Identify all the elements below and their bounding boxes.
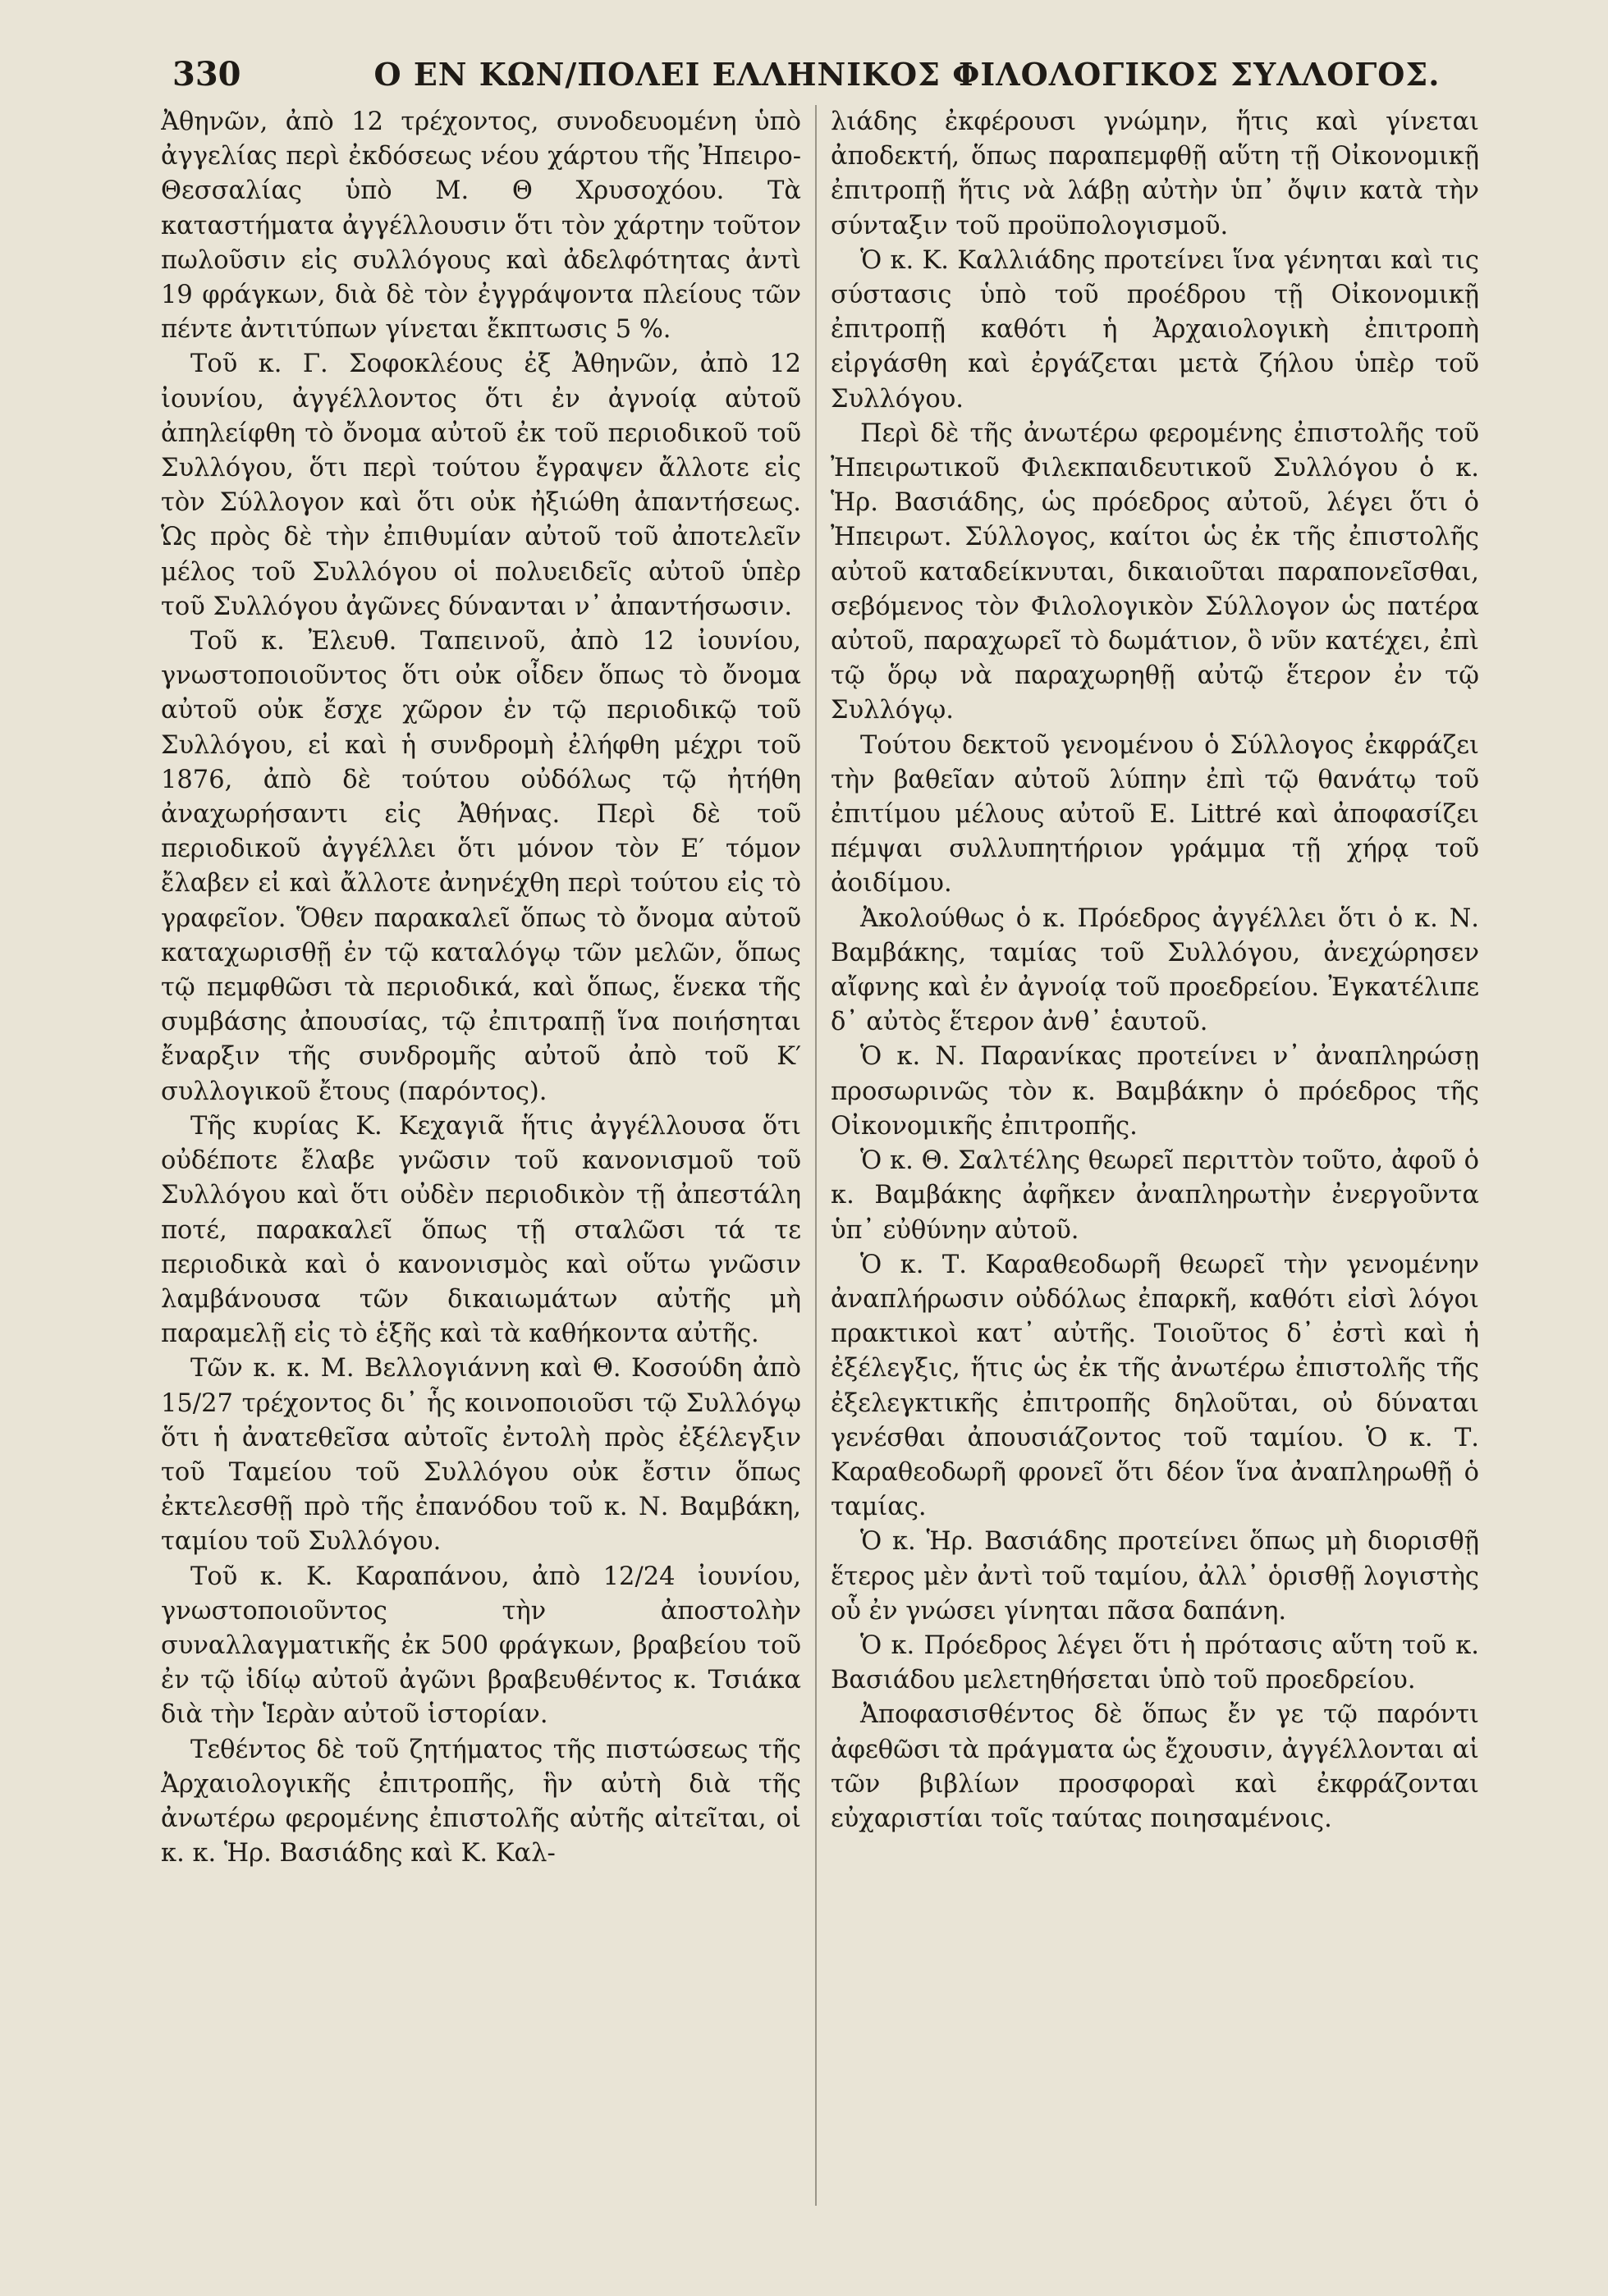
page-number: 330 xyxy=(172,54,241,94)
running-title: Ο ΕΝ ΚΩΝ/ΠΟΛΕΙ ΕΛΛΗΝΙΚΟΣ ΦΙΛΟΛΟΓΙΚΟΣ ΣΥΛΛΟΓΟΣ. xyxy=(373,55,1441,93)
right-paragraph-10: Ὁ κ. Πρόεδρος λέγει ὅτι ἡ πρότασις αὕτη τοῦ κ. Βασιάδου μελετηθήσεται ὑπὸ τοῦ προεδρείου. xyxy=(831,1631,1479,1695)
left-paragraph-7: Τεθέντος δὲ τοῦ ζητήματος τῆς πιστώσεως τῆς Ἀρχαιολογικῆς ἐπιτροπῆς, ἣν αὐτὴ διὰ τῆς ἀνωτέρω φερομένης ἐπιστολῆς αὐτῆς αἰτεῖται, οἱ κ. κ. Ἡρ. Βασιάδης καὶ Κ. Καλ- xyxy=(161,1735,801,1868)
right-paragraph-5: Ἀκολούθως ὁ κ. Πρόεδρος ἀγγέλλει ὅτι ὁ κ. Ν. Βαμβάκης, ταμίας τοῦ Συλλόγου, ἀνεχώρησεν αἴφνης καὶ ἐν ἀγνοίᾳ τοῦ προεδρείου. Ἐγκατέλιπε δ᾽ αὐτὸς ἕτερον ἀνθ᾽ ἑαυτοῦ. xyxy=(831,903,1479,1037)
right-paragraph-4: Τούτου δεκτοῦ γενομένου ὁ Σύλλογος ἐκφράζει τὴν βαθεῖαν αὐτοῦ λύπην ἐπὶ τῷ θανάτῳ τοῦ ἐπιτίμου μέλους αὐτοῦ E. Littré καὶ ἀποφασίζει πέμψαι συλλυπητήριον γράμμα τῇ χήρᾳ τοῦ ἀοιδίμου. xyxy=(831,730,1479,899)
left-paragraph-1: Ἀθηνῶν, ἀπὸ 12 τρέχοντος, συνοδευομένη ὑπὸ ἀγγελίας περὶ ἐκδόσεως νέου χάρτου τῆς Ἠπειρο-Θεσσαλίας ὑπὸ Μ. Θ Χρυσοχόου. Τὰ καταστήματα ἀγγέλλουσιν ὅτι τὸν χάρτην τοῦτον πωλοῦσιν εἰς συλλόγους καὶ ἀδελφότητας ἀντὶ 19 φράγκων, διὰ δὲ τὸν ἐγγράψοντα πλείους τῶν πέντε ἀντιτύπων γίνεται ἔκπτωσις 5 %. xyxy=(161,107,801,345)
right-paragraph-1: λιάδης ἐκφέρουσι γνώμην, ἥτις καὶ γίνεται ἀποδεκτή, ὅπως παραπεμφθῇ αὕτη τῇ Οἰκονομικῇ ἐπιτροπῇ ἥτις νὰ λάβῃ αὐτὴν ὑπ᾽ ὄψιν κατὰ τὴν σύνταξιν τοῦ προϋπολογισμοῦ. xyxy=(831,107,1479,240)
left-paragraph-4: Τῆς κυρίας Κ. Κεχαγιᾶ ἥτις ἀγγέλλουσα ὅτι οὐδέποτε ἔλαβε γνῶσιν τοῦ κανονισμοῦ τοῦ Συλλόγου καὶ ὅτι οὐδὲν περιοδικὸν τῇ ἀπεστάλη ποτέ, παρακαλεῖ ὅπως τῇ σταλῶσι τά τε περιοδικὰ καὶ ὁ κανονισμὸς καὶ οὕτω γνῶσιν λαμβάνουσα τῶν δικαιωμάτων αὐτῆς μὴ παραμελῇ εἰς τὸ ἑξῆς καὶ τὰ καθήκοντα αὐτῆς. xyxy=(161,1111,801,1349)
right-paragraph-6: Ὁ κ. Ν. Παρανίκας προτείνει ν᾽ ἀναπληρώσῃ προσωρινῶς τὸν κ. Βαμβάκην ὁ πρόεδρος τῆς Οἰκονομικῆς ἐπιτροπῆς. xyxy=(831,1042,1479,1141)
column-divider xyxy=(815,105,817,2206)
left-paragraph-6: Τοῦ κ. Κ. Καραπάνου, ἀπὸ 12/24 ἰουνίου, γνωστοποιοῦντος τὴν ἀποστολὴν συναλλαγματικῆς ἐκ 500 φράγκων, βραβείου τοῦ ἐν τῷ ἰδίῳ αὐτοῦ ἀγῶνι βραβευθέντος κ. Τσιάκα διὰ τὴν Ἱερὰν αὐτοῦ ἱστορίαν. xyxy=(161,1562,801,1730)
right-paragraph-2: Ὁ κ. Κ. Καλλιάδης προτείνει ἵνα γένηται καὶ τις σύστασις ὑπὸ τοῦ προέδρου τῇ Οἰκονομικῇ ἐπιτροπῇ καθότι ἡ Ἀρχαιολογικὴ ἐπιτροπὴ εἰργάσθη καὶ ἐργάζεται μετὰ ζήλου ὑπὲρ τοῦ Συλλόγου. xyxy=(831,245,1479,414)
page-header xyxy=(172,49,1519,98)
left-column xyxy=(161,105,801,2280)
left-paragraph-2: Τοῦ κ. Γ. Σοφοκλέους ἐξ Ἀθηνῶν, ἀπὸ 12 ἰουνίου, ἀγγέλλοντος ὅτι ἐν ἀγνοίᾳ αὐτοῦ ἀπηλείφθη τὸ ὄνομα αὐτοῦ ἐκ τοῦ περιοδικοῦ τοῦ Συλλόγου, ὅτι περὶ τούτου ἔγραψεν ἄλλοτε εἰς τὸν Σύλλογον καὶ ὅτι οὐκ ἠξιώθη ἀπαντήσεως. Ὡς πρὸς δὲ τὴν ἐπιθυμίαν αὐτοῦ τοῦ ἀποτελεῖν μέλος τοῦ Συλλόγου οἱ πολυειδεῖς αὐτοῦ ὑπὲρ τοῦ Συλλόγου ἀγῶνες δύνανται ν᾽ ἀπαντήσωσιν. xyxy=(161,350,801,621)
right-paragraph-3: Περὶ δὲ τῆς ἀνωτέρω φερομένης ἐπιστολῆς τοῦ Ἠπειρωτικοῦ Φιλεκπαιδευτικοῦ Συλλόγου ὁ κ. Ἡρ. Βασιάδης, ὡς πρόεδρος αὐτοῦ, λέγει ὅτι ὁ Ἠπειρωτ. Σύλλογος, καίτοι ὡς ἐκ τῆς ἐπιστολῆς αὐτοῦ καταδείκνυται, δικαιοῦται παραπονεῖσθαι, σεβόμενος τὸν Φιλολογικὸν Σύλλογον ὡς πατέρα αὐτοῦ, παραχωρεῖ τὸ δωμάτιον, ὃ νῦν κατέχει, ἐπὶ τῷ ὅρῳ νὰ παραχωρηθῇ αὐτῷ ἕτερον ἐν τῷ Συλλόγῳ. xyxy=(831,418,1479,725)
right-paragraph-7: Ὁ κ. Θ. Σαλτέλης θεωρεῖ περιττὸν τοῦτο, ἀφοῦ ὁ κ. Βαμβάκης ἀφῆκεν ἀναπληρωτὴν ἐνεργοῦντα ὑπ᾽ εὐθύνην αὐτοῦ. xyxy=(831,1146,1479,1245)
right-paragraph-8: Ὁ κ. Τ. Καραθεοδωρῆ θεωρεῖ τὴν γενομένην ἀναπλήρωσιν οὐδόλως ἐπαρκῆ, καθότι εἰσὶ λόγοι πρακτικοὶ κατ᾽ αὐτῆς. Τοιοῦτος δ᾽ ἐστὶ καὶ ἡ ἐξέλεγξις, ἥτις ὡς ἐκ τῆς ἀνωτέρω ἐπιστολῆς τῆς ἐξελεγκτικῆς ἐπιτροπῆς δηλοῦται, οὐ δύναται γενέσθαι ἀπουσιάζοντος τοῦ ταμίου. Ὁ κ. Τ. Καραθεοδωρῆ φρονεῖ ὅτι δέον ἵνα ἀναπληρωθῇ ὁ ταμίας. xyxy=(831,1250,1479,1522)
left-paragraph-3: Τοῦ κ. Ἐλευθ. Ταπεινοῦ, ἀπὸ 12 ἰουνίου, γνωστοποιοῦντος ὅτι οὐκ οἶδεν ὅπως τὸ ὄνομα αὐτοῦ οὐκ ἔσχε χῶρον ἐν τῷ περιοδικῷ τοῦ Συλλόγου, εἰ καὶ ἡ συνδρομὴ ἐλήφθη μέχρι τοῦ 1876, ἀπὸ δὲ τούτου οὐδόλως τῷ ἠτήθη ἀναχωρήσαντι εἰς Ἀθήνας. Περὶ δὲ τοῦ περιοδικοῦ ἀγγέλλει ὅτι μόνον τὸν Ε′ τόμον ἔλαβεν εἰ καὶ ἄλλοτε ἀνηνέχθη περὶ τούτου εἰς τὸ γραφεῖον. Ὅθεν παρακαλεῖ ὅπως τὸ ὄνομα αὐτοῦ καταχωρισθῇ ἐν τῷ καταλόγῳ τῶν μελῶν, ὅπως τῷ πεμφθῶσι τὰ περιοδικά, καὶ ὅπως, ἕνεκα τῆς συμβάσης ἀπουσίας, τῷ ἐπιτραπῇ ἵνα ποιήσηται ἔναρξιν τῆς συνδρομῆς αὐτοῦ ἀπὸ τοῦ Κ′ συλλογικοῦ ἔτους (παρόντος). xyxy=(161,627,801,1106)
right-column xyxy=(831,105,1479,2280)
left-paragraph-5: Τῶν κ. κ. Μ. Βελλογιάννη καὶ Θ. Κοσούδη ἀπὸ 15/27 τρέχοντος δι᾽ ἧς κοινοποιοῦσι τῷ Συλλόγῳ ὅτι ἡ ἀνατεθεῖσα αὐτοῖς ἐντολὴ πρὸς ἐξέλεγξιν τοῦ Ταμείου τοῦ Συλλόγου οὐκ ἔστιν ὅπως ἐκτελεσθῇ πρὸ τῆς ἐπανόδου τοῦ κ. Ν. Βαμβάκη, ταμίου τοῦ Συλλόγου. xyxy=(161,1354,801,1557)
right-paragraph-11: Ἀποφασισθέντος δὲ ὅπως ἔν γε τῷ παρόντι ἀφεθῶσι τὰ πράγματα ὡς ἔχουσιν, ἀγγέλλονται αἱ τῶν βιβλίων προσφοραὶ καὶ ἐκφράζονται εὐχαριστίαι τοῖς ταύτας ποιησαμένοις. xyxy=(831,1700,1479,1833)
right-paragraph-9: Ὁ κ. Ἡρ. Βασιάδης προτείνει ὅπως μὴ διορισθῇ ἕτερος μὲν ἀντὶ τοῦ ταμίου, ἀλλ᾽ ὁρισθῇ λογιστὴς οὗ ἐν γνώσει γίνηται πᾶσα δαπάνη. xyxy=(831,1527,1479,1626)
